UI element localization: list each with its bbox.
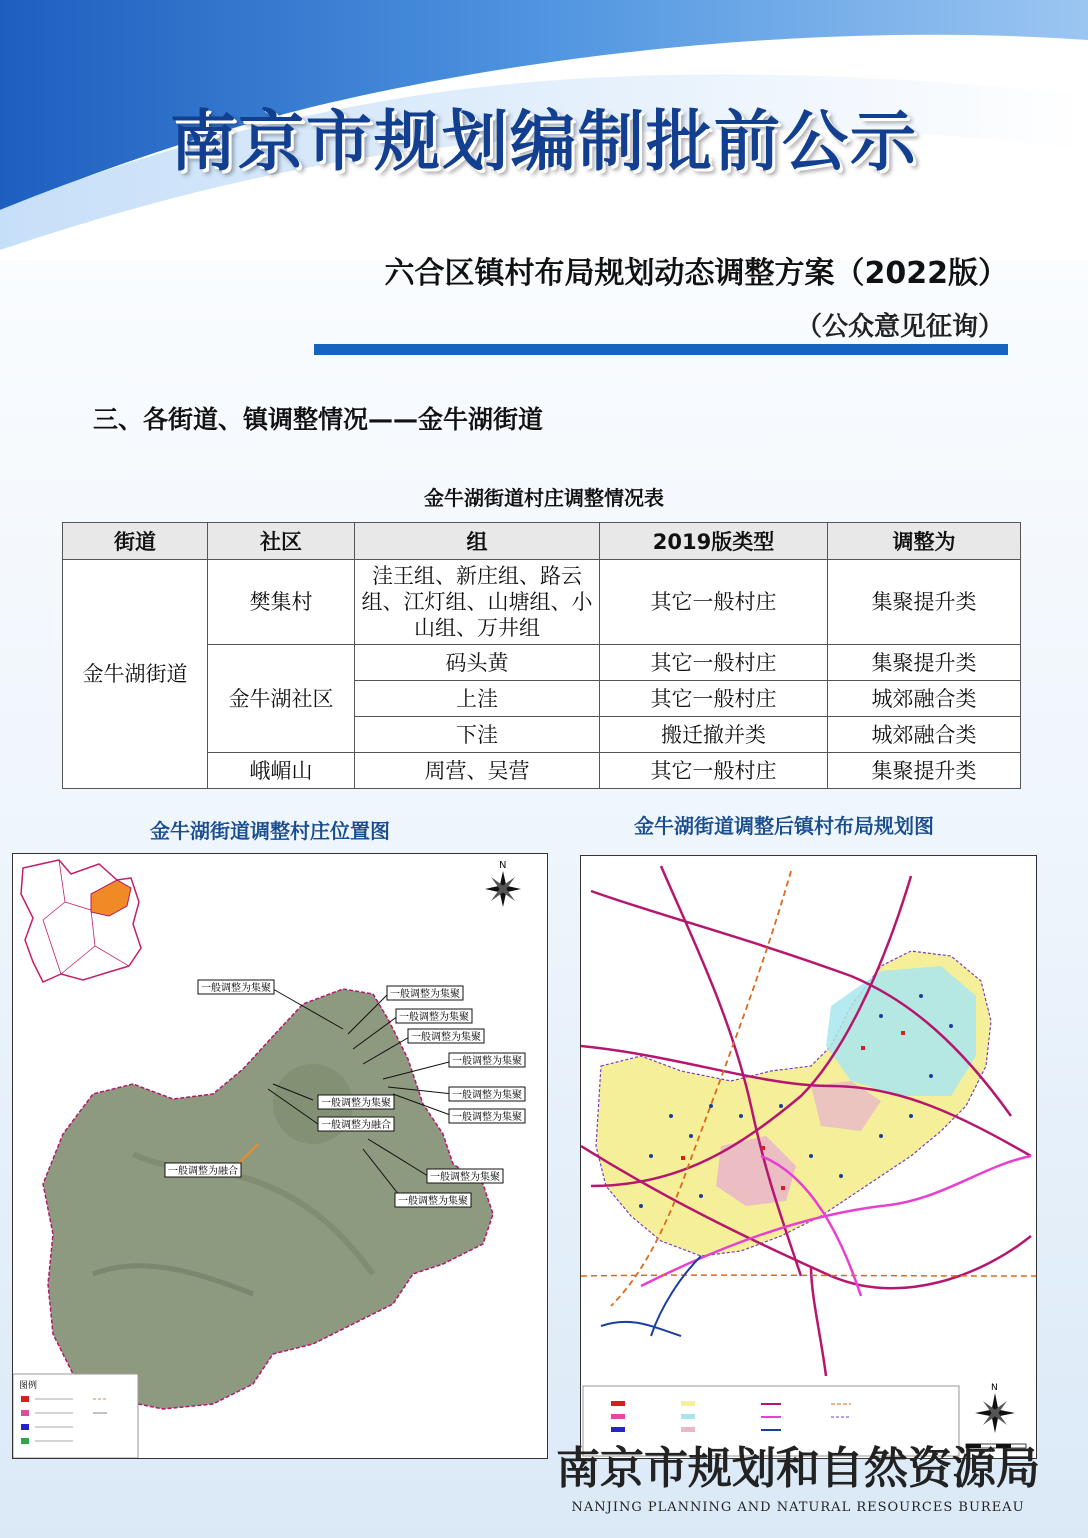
adjusted-cell: 城郊融合类 [828,681,1021,717]
north-label: N [499,860,507,871]
district-inset-map [13,854,145,986]
section-heading: 三、各街道、镇调整情况——金牛湖街道 [93,405,544,434]
svg-text:一般调整为集聚: 一般调整为集聚 [452,1090,522,1101]
svg-text:一般调整为集聚: 一般调整为集聚 [321,1098,391,1109]
group-cell: 码头黄 [355,645,600,681]
bureau-name-cn: 南京市规划和自然资源局 [556,1443,1040,1494]
svg-text:一般调整为融合: 一般调整为融合 [168,1166,238,1177]
plan-subtitle: 六合区镇村布局规划动态调整方案（2022版） [384,256,1008,291]
bureau-name-en: NANJING PLANNING AND NATURAL RESOURCES BUREAU [571,1500,1025,1515]
svg-text:图例: 图例 [19,1381,38,1391]
type-2019-cell: 其它一般村庄 [600,681,828,717]
type-2019-cell: 其它一般村庄 [600,645,828,681]
left-map-caption: 金牛湖街道调整村庄位置图 [150,819,390,843]
adjusted-cell: 集聚提升类 [828,560,1021,645]
group-cell: 下洼 [355,717,600,753]
adjusted-cell: 城郊融合类 [828,717,1021,753]
svg-text:一般调整为集聚: 一般调整为集聚 [452,1112,522,1123]
table-header-row [63,523,1021,560]
svg-text:一般调整为融合: 一般调整为融合 [321,1120,391,1131]
location-map [12,853,548,1459]
svg-text:一般调整为集聚: 一般调整为集聚 [411,1032,481,1043]
plan-note: （公众意见征询） [795,312,1004,342]
community-cell: 樊集村 [208,560,355,645]
svg-text:一般调整为集聚: 一般调整为集聚 [452,1056,522,1067]
table-row [63,560,1021,645]
header-type-2019: 2019版类型 [600,523,828,560]
location-map-graphic [13,854,547,1458]
page-title: 南京市规划编制批前公示 [170,102,918,180]
adjusted-cell: 集聚提升类 [828,753,1021,789]
right-map-caption: 金牛湖街道调整后镇村布局规划图 [634,814,934,838]
adjustment-table [62,522,1021,789]
north-label: N [991,1383,998,1393]
type-2019-cell: 其它一般村庄 [600,560,828,645]
type-2019-cell: 其它一般村庄 [600,753,828,789]
title-underline-bar [314,344,1008,355]
type-2019-cell: 搬迁撤并类 [600,717,828,753]
community-cell: 金牛湖社区 [208,645,355,753]
adjusted-cell: 集聚提升类 [828,645,1021,681]
header-street: 街道 [63,523,208,560]
header-community: 社区 [208,523,355,560]
group-cell: 洼王组、新庄组、路云组、江灯组、山塘组、小山组、万井组 [355,560,600,645]
layout-planning-map [580,855,1037,1459]
header-adjusted: 调整为 [828,523,1021,560]
group-cell: 上洼 [355,681,600,717]
table-caption: 金牛湖街道村庄调整情况表 [424,486,664,510]
map-legend [13,1374,138,1458]
svg-text:一般调整为集聚: 一般调整为集聚 [430,1172,500,1183]
north-arrow [485,871,521,907]
svg-text:一般调整为集聚: 一般调整为集聚 [399,1012,469,1023]
svg-text:一般调整为集聚: 一般调整为集聚 [201,983,271,994]
svg-text:一般调整为集聚: 一般调整为集聚 [390,989,460,1000]
street-cell: 金牛湖街道 [63,560,208,789]
svg-text:一般调整为集聚: 一般调整为集聚 [398,1196,468,1207]
layout-planning-map-graphic [581,856,1036,1458]
header-group: 组 [355,523,600,560]
group-cell: 周营、吴营 [355,753,600,789]
community-cell: 峨嵋山 [208,753,355,789]
